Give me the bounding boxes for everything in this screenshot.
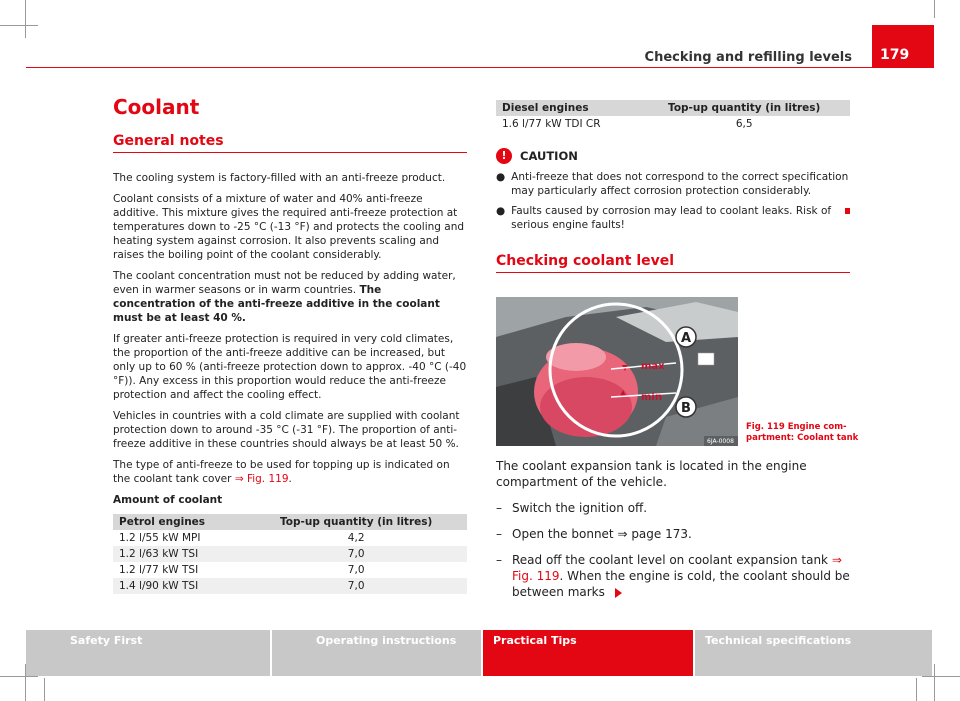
tab-practical-tips[interactable]: Practical Tips bbox=[483, 630, 693, 676]
bullet-icon: ● bbox=[496, 205, 506, 217]
step-item bbox=[496, 526, 850, 542]
tab-technical-specifications[interactable]: Technical specifications bbox=[695, 630, 932, 676]
crop-mark bbox=[934, 664, 935, 701]
step-text bbox=[512, 552, 850, 600]
crop-mark bbox=[922, 676, 960, 677]
table-row bbox=[113, 546, 467, 562]
crop-mark bbox=[0, 676, 38, 677]
column-header: Top-up quantity (in litres) bbox=[245, 514, 467, 530]
caution-text: Faults caused by corrosion may lead to coolant leaks. Risk of serious engine faults! bbox=[511, 205, 832, 231]
paragraph: If greater anti-freeze protection is required in very cold climates, the proportion of the anti-freeze additive can be increased, but only up to 60 % (anti-freeze protection down to approx. -40 °C (-40 °F)). Any excess in this proportion would reduce the anti-freeze protection and affect the cooling effect. bbox=[113, 333, 467, 401]
crop-mark bbox=[0, 25, 38, 26]
coolant-tank-illustration bbox=[496, 297, 738, 446]
dash: – bbox=[496, 527, 502, 541]
table-cell: 7,0 bbox=[245, 578, 467, 594]
dash: – bbox=[496, 501, 502, 515]
caution-item bbox=[496, 170, 850, 198]
left-column bbox=[113, 95, 467, 594]
step-text: Switch the ignition off. bbox=[512, 501, 648, 515]
engine-compartment-figure bbox=[496, 297, 738, 446]
paragraph bbox=[113, 269, 467, 325]
petrol-table bbox=[113, 514, 467, 594]
figure-caption bbox=[746, 422, 858, 444]
warning-icon: ! bbox=[496, 148, 512, 164]
callout-b: B bbox=[681, 401, 691, 416]
table-cell: 1.4 l/90 kW TSI bbox=[113, 578, 245, 594]
step-item bbox=[496, 500, 850, 516]
crop-mark bbox=[25, 0, 26, 38]
table-cell: 4,2 bbox=[347, 532, 365, 544]
figure-code: 6JA-0008 bbox=[707, 438, 734, 445]
bullet-icon: ● bbox=[496, 171, 506, 183]
intro-paragraph: The coolant expansion tank is located in the engine compartment of the vehicle. bbox=[496, 459, 807, 489]
table-row bbox=[113, 562, 467, 578]
table-cell: 1.6 l/77 kW TDI CR bbox=[502, 118, 601, 130]
subsection-title: General notes bbox=[113, 134, 467, 153]
step-item bbox=[496, 552, 850, 600]
min-mark-label: min bbox=[641, 392, 662, 403]
caption-line: partment: Coolant tank bbox=[746, 433, 859, 443]
crop-mark bbox=[934, 0, 935, 18]
dash: – bbox=[496, 553, 502, 567]
table-cell: 7,0 bbox=[347, 564, 365, 576]
end-marker-icon bbox=[845, 208, 850, 214]
caution-header bbox=[496, 148, 850, 164]
page-number: 179 bbox=[872, 25, 934, 68]
caution-text: Anti-freeze that does not correspond to the correct specification may particularly affect corrosion protection considerably. bbox=[511, 171, 849, 197]
crop-mark bbox=[916, 678, 917, 701]
footer-nav bbox=[26, 630, 934, 676]
paragraph: Coolant consists of a mixture of water and 40% anti-freeze additive. This mixture gives the required anti-freeze protection at temperatures down to -25 °C (-13 °F) and protects the cooling and heating system against corrosion. It also prevents scaling and raises the boiling point of the coolant considerably. bbox=[113, 193, 465, 261]
right-column bbox=[496, 100, 850, 273]
paragraph bbox=[113, 458, 467, 486]
paragraph-text: The type of anti-freeze to be used for topping up is indicated on the coolant tank cover bbox=[113, 459, 450, 485]
paragraph-text: The coolant concentration must not be reduced by adding water, even in warmer seasons or in warm countries. bbox=[113, 270, 456, 296]
amount-label: Amount of coolant bbox=[113, 494, 223, 506]
section-title: Coolant bbox=[113, 95, 200, 119]
column-header: Petrol engines bbox=[113, 514, 245, 530]
column-header: Diesel engines bbox=[496, 100, 638, 116]
tab-operating-instructions[interactable]: Operating instructions bbox=[272, 630, 481, 676]
procedure-text bbox=[496, 458, 850, 610]
paragraph: Vehicles in countries with a cold climate are supplied with coolant protection down to around -35 °C (-31 °F). The proportion of anti-freeze additive in these countries should always be at least 50 %. bbox=[113, 410, 460, 450]
table-cell: 7,0 bbox=[245, 546, 467, 562]
table-row bbox=[113, 578, 467, 594]
callout-a: A bbox=[681, 331, 692, 346]
caution-item bbox=[496, 204, 850, 232]
table-cell: 1.2 l/55 kW MPI bbox=[119, 532, 201, 544]
manual-symbol-icon bbox=[698, 353, 714, 365]
max-mark-label: max bbox=[641, 361, 665, 372]
table-cell: 1.2 l/63 kW TSI bbox=[113, 546, 245, 562]
continue-arrow-icon bbox=[615, 588, 622, 598]
header-rule bbox=[26, 67, 934, 68]
emphasis-text: The concentration of the anti-freeze additive in the coolant must be at least 40 %. bbox=[113, 284, 440, 324]
figure-link[interactable]: ⇒ Fig. 119 bbox=[234, 473, 289, 485]
table-header-row bbox=[496, 100, 850, 116]
table-row bbox=[496, 116, 850, 132]
table-cell: 6,5 bbox=[735, 118, 753, 130]
table-header-row bbox=[113, 514, 467, 530]
paragraph: The cooling system is factory-filled with an anti-freeze product. bbox=[113, 172, 446, 184]
caution-title: CAUTION bbox=[520, 149, 578, 163]
step-text-part: Read off the coolant level on coolant expansion tank bbox=[512, 553, 832, 567]
subsection-title: Checking coolant level bbox=[496, 254, 850, 273]
running-header: Checking and refilling levels bbox=[644, 50, 852, 65]
caption-line: Fig. 119 Engine com- bbox=[746, 422, 847, 432]
step-text-part: . When the engine is cold, the coolant should be between marks bbox=[512, 569, 850, 599]
column-header: Top-up quantity (in litres) bbox=[638, 100, 850, 116]
diesel-table bbox=[496, 100, 850, 132]
figure-link[interactable]: ⇒ Fig. 119 bbox=[512, 553, 842, 583]
step-text: Open the bonnet ⇒ page 173. bbox=[512, 527, 692, 541]
paragraph-text: . bbox=[288, 473, 292, 485]
table-row bbox=[113, 530, 467, 546]
crop-mark bbox=[44, 678, 45, 701]
table-cell: 1.2 l/77 kW TSI bbox=[119, 564, 199, 576]
tab-safety-first[interactable]: Safety First bbox=[26, 630, 270, 676]
